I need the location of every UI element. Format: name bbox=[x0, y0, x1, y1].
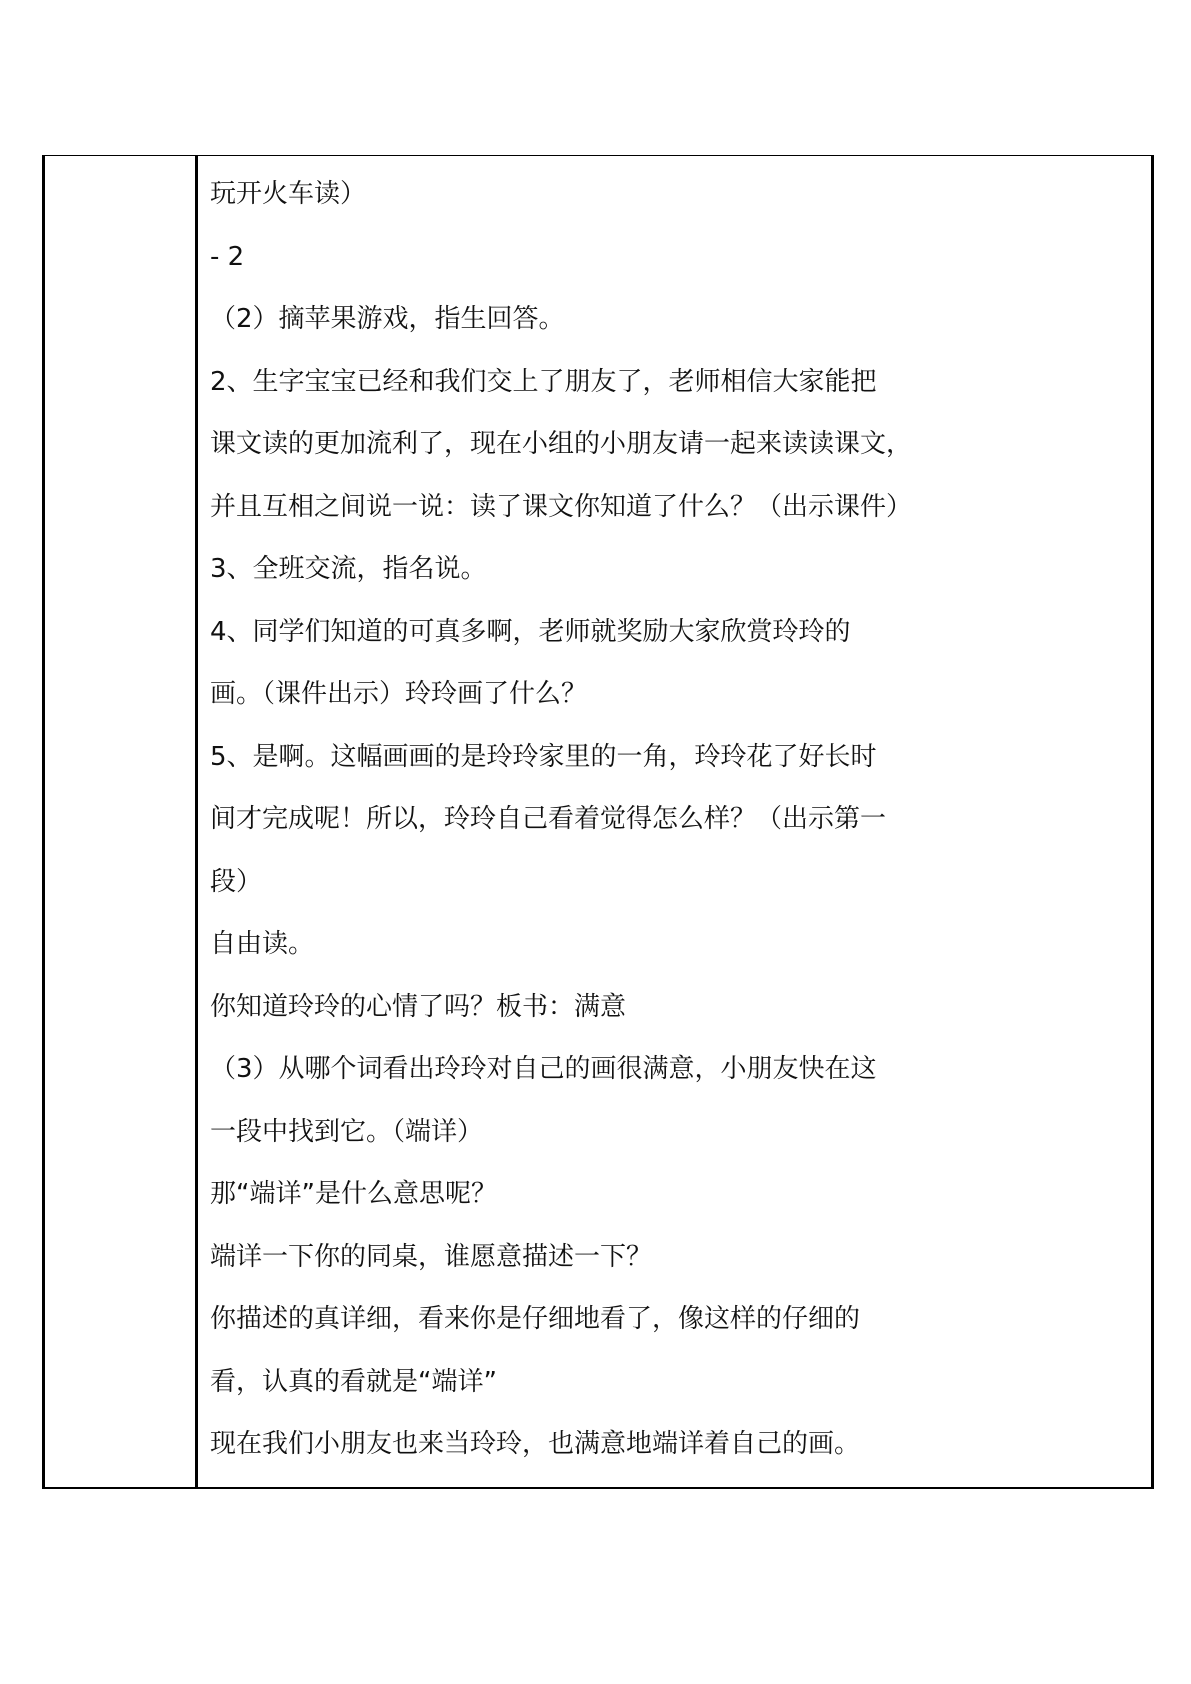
left-column-cell bbox=[44, 156, 197, 1488]
text-line: 间才完成呢！所以，玲玲自己看着觉得怎么样？（出示第一 bbox=[210, 804, 887, 834]
text-line: 4、同学们知道的可真多啊，老师就奖励大家欣赏玲玲的 bbox=[210, 616, 851, 647]
text-line: 玩开火车读） bbox=[210, 179, 367, 209]
page-number: - 2 bbox=[210, 241, 245, 272]
content-cell bbox=[197, 156, 1153, 1488]
text-line: 一段中找到它。（端详） bbox=[210, 1116, 484, 1147]
text-line: 课文读的更加流利了，现在小组的小朋友请一起来读读课文， bbox=[210, 429, 913, 459]
table-row bbox=[44, 156, 1153, 1488]
lesson-table bbox=[42, 155, 1154, 1489]
text-line: （2）摘苹果游戏，指生回答。 bbox=[210, 304, 565, 334]
text-line: 你描述的真详细，看来你是仔细地看了，像这样的仔细的 bbox=[210, 1304, 861, 1334]
text-line: 2、生字宝宝已经和我们交上了朋友了，老师相信大家能把 bbox=[210, 366, 877, 397]
text-line: 段） bbox=[210, 866, 263, 897]
text-line: 你知道玲玲的心情了吗？板书：满意 bbox=[210, 991, 627, 1022]
text-line: （3）从哪个词看出玲玲对自己的画很满意，小朋友快在这 bbox=[210, 1054, 877, 1084]
text-line: 画。（课件出示）玲玲画了什么？ bbox=[210, 679, 588, 709]
text-line: 并且互相之间说一说：读了课文你知道了什么？（出示课件） bbox=[210, 491, 913, 522]
text-line: 看，认真的看就是“端详” bbox=[210, 1366, 497, 1397]
text-line: 5、是啊。这幅画画的是玲玲家里的一角，玲玲花了好长时 bbox=[210, 741, 877, 772]
lesson-content bbox=[198, 156, 1151, 1487]
text-line: 那“端详”是什么意思呢？ bbox=[210, 1179, 497, 1209]
text-line: 端详一下你的同桌，谁愿意描述一下？ bbox=[210, 1241, 653, 1272]
text-line: 3、全班交流，指名说。 bbox=[210, 554, 487, 584]
text-line: 自由读。 bbox=[210, 929, 315, 959]
text-line: 现在我们小朋友也来当玲玲，也满意地端详着自己的画。 bbox=[210, 1429, 861, 1459]
